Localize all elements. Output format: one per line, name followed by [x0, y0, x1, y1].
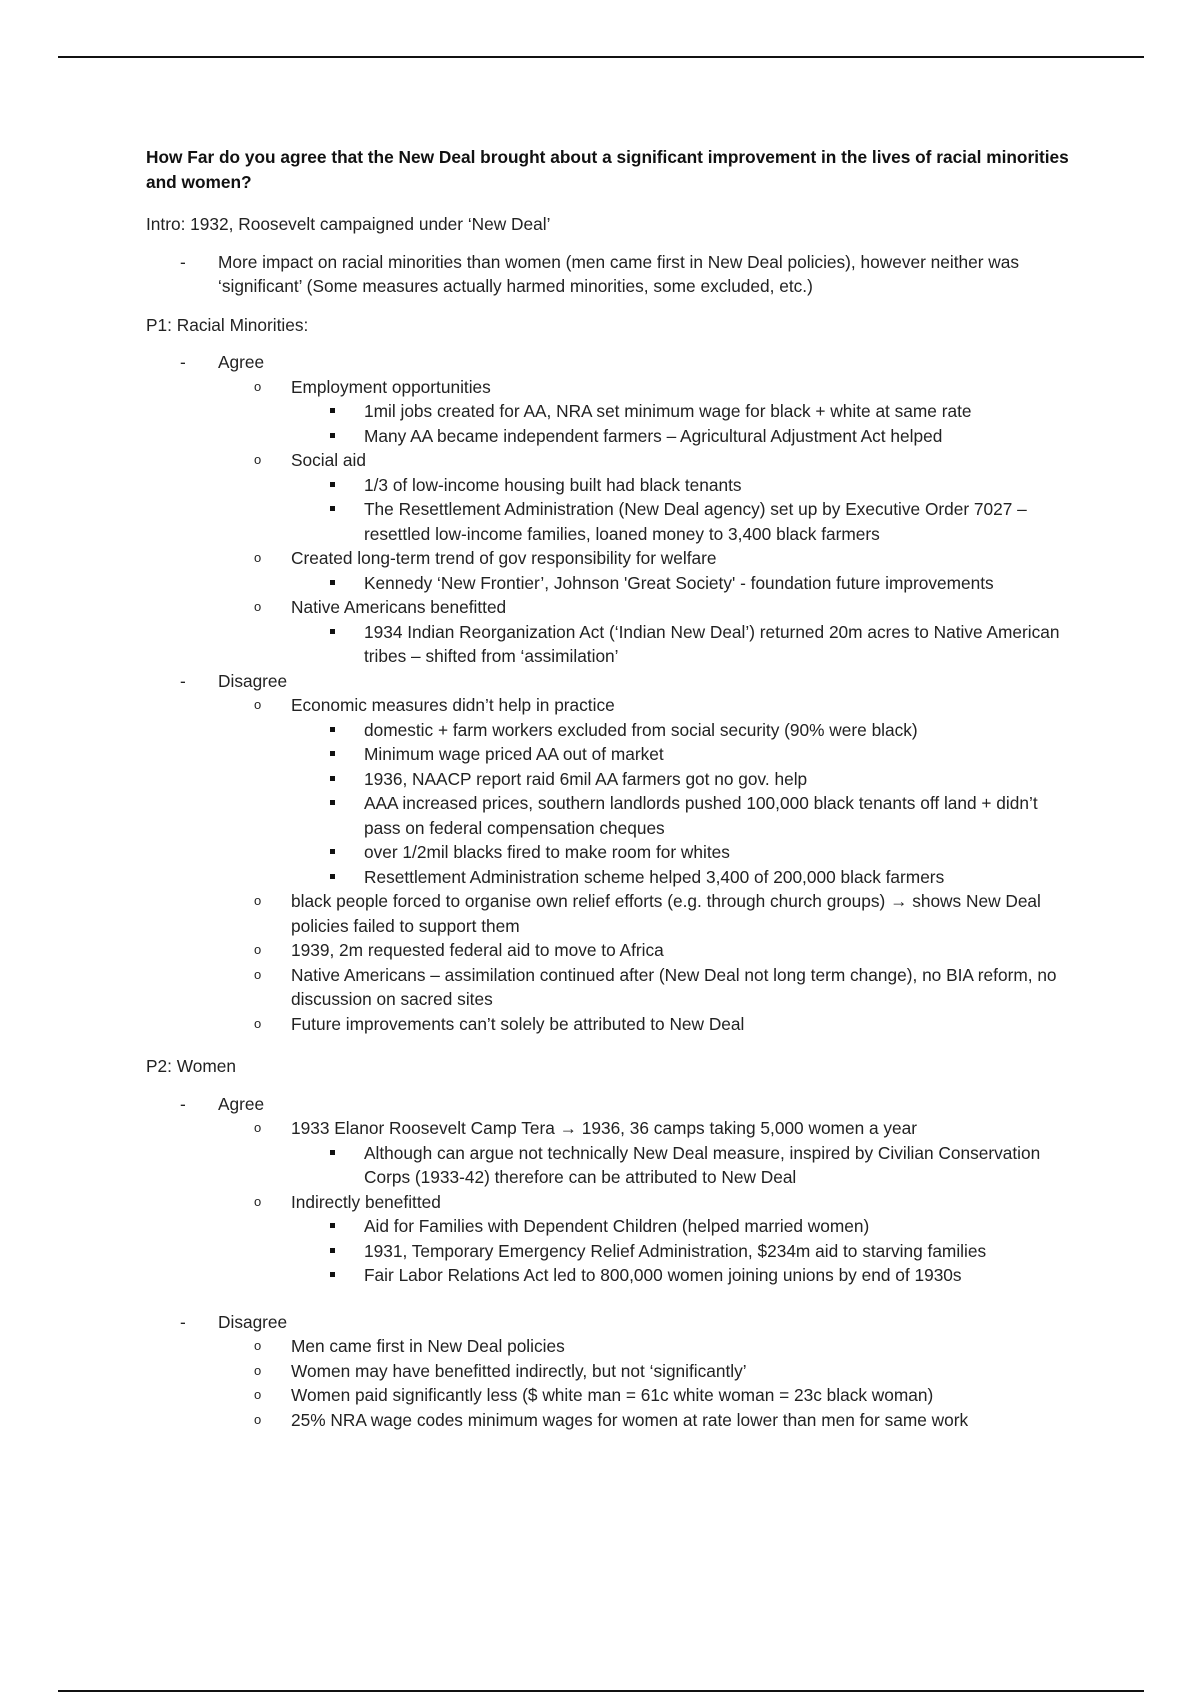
list-item: o 1939, 2m requested federal aid to move to Africa — [218, 938, 1076, 963]
spacer — [218, 1288, 1076, 1310]
essay-question: How Far do you agree that the New Deal brought about a significant improvement in the lives of racial minorities and women? — [146, 147, 1069, 192]
square-bullet-icon — [330, 580, 335, 585]
circle-bullet-icon: o — [254, 1193, 262, 1209]
p1-heading: P1: Racial Minorities: — [146, 314, 309, 335]
circle-bullet-icon: o — [254, 550, 262, 565]
list-item: o 1933 Elanor Roosevelt Camp Tera → 1936, 36 camps taking 5,000 women a year Although can argue not technically New Deal measure, inspired by Civilian Conservation Corps (1933-42) therefore can be attributed to New Deal — [218, 1116, 1076, 1190]
square-bullet-icon — [330, 1248, 335, 1253]
square-bullet-icon — [330, 874, 335, 879]
circle-bullet-icon: o — [254, 893, 262, 908]
square-bullet-icon — [330, 800, 335, 805]
list-item: The Resettlement Administration (New Deal agency) set up by Executive Order 7027 – resettled low-income families, loaned money to 3,400 black farmers — [291, 497, 1076, 546]
list-item: over 1/2mil blacks fired to make room for whites — [291, 840, 1076, 865]
list-item: domestic + farm workers excluded from social security (90% were black) — [291, 718, 1076, 743]
p1-disagree: - Disagree o Economic measures didn’t help in practice domestic + farm workers excluded from social security (90% were black) Minimum wage priced AA out of market 1936, NAACP report raid 6mil AA farmers got no gov. help AAA increased prices, southern landlords pushed 100,000 black tenants off land + didn’t pass on federal compensation cheques over 1/2mil blacks fired to make room for whites Resettlement Administration scheme helped 3,400 of 200,000 black farmers o black people forced to organise own relief efforts (e.g. through church groups) → shows New Deal policies failed to support them o 1939, 2m requested federal aid to move to Africa o Native Americans – assimilation continued after (New Deal not long term change), no BIA reform, no discussion on sacred sites o Future improvements can’t solely be attributed to New Deal — [146, 669, 1076, 1037]
list-item: 1934 Indian Reorganization Act (‘Indian New Deal’) returned 20m acres to Native American tribes – shifted from ‘assimilation’ — [291, 620, 1076, 669]
square-bullet-icon — [330, 1150, 335, 1155]
square-bullet-icon — [330, 776, 335, 781]
p1-disagree-points — [218, 693, 1076, 1036]
list-item: 1936, NAACP report raid 6mil AA farmers got no gov. help — [291, 767, 1076, 792]
p2-agree: - Agree o 1933 Elanor Roosevelt Camp Tera → 1936, 36 camps taking 5,000 women a year Although can argue not technically New Deal measure, inspired by Civilian Conservation Corps (1933-42) therefore can be attributed to New Deal o Indirectly benefitted Aid for Families with Dependent Children (helped married women) 1931, Temporary Emergency Relief Administration, $234m aid to starving families Fair Labor Relations Act led to 800,000 women joining unions by end of 1930s — [146, 1092, 1076, 1310]
circle-bullet-icon: o — [254, 1387, 262, 1402]
sub-list — [291, 718, 1076, 890]
square-bullet-icon — [330, 1223, 335, 1228]
square-bullet-icon — [330, 506, 335, 511]
list-item: Kennedy ‘New Frontier’, Johnson 'Great Society' - foundation future improvements — [291, 571, 1076, 596]
header-rule — [58, 56, 1144, 58]
dash-bullet-icon: - — [180, 352, 186, 372]
circle-bullet-icon: o — [254, 1338, 262, 1353]
circle-bullet-icon: o — [254, 1015, 262, 1031]
circle-bullet-icon: o — [254, 966, 262, 982]
p2-disagree: - Disagree o Men came first in New Deal policies o Women may have benefitted indirectly, but not ‘significantly’ o Women paid significantly less ($ white man = 61c white woman = 23c black woman) o 25% NRA wage codes minimum wages for women at rate lower than men for same work — [146, 1310, 1076, 1433]
list-item: Fair Labor Relations Act led to 800,000 women joining unions by end of 1930s — [291, 1263, 1076, 1288]
circle-bullet-icon: o — [254, 599, 262, 614]
circle-bullet-icon: o — [254, 452, 262, 467]
p2-heading: P2: Women — [146, 1056, 236, 1076]
dash-bullet-icon: - — [180, 1093, 186, 1114]
sub-list — [291, 620, 1076, 669]
circle-bullet-icon: o — [254, 1120, 262, 1135]
list-item: o Indirectly benefitted Aid for Families with Dependent Children (helped married women) 1931, Temporary Emergency Relief Administration, $234m aid to starving families Fair Labor Relations Act led to 800,000 women joining unions by end of 1930s — [218, 1190, 1076, 1288]
square-bullet-icon — [330, 727, 335, 732]
list-item: o Women may have benefitted indirectly, but not ‘significantly’ — [218, 1359, 1076, 1384]
list-item: o Created long-term trend of gov responsibility for welfare Kennedy ‘New Frontier’, Johnson 'Great Society' - foundation future improvements — [218, 546, 1076, 595]
list-item: o 25% NRA wage codes minimum wages for women at rate lower than men for same work — [218, 1408, 1076, 1433]
list-item: Although can argue not technically New Deal measure, inspired by Civilian Conservation Corps (1933-42) therefore can be attributed to New Deal — [291, 1141, 1076, 1190]
list-item: 1mil jobs created for AA, NRA set minimum wage for black + white at same rate — [291, 399, 1076, 424]
square-bullet-icon — [330, 629, 335, 634]
list-item: - More impact on racial minorities than women (men came first in New Deal policies), however neither was ‘significant’ (Some measures actually harmed minorities, some excluded, etc.) — [180, 251, 1020, 296]
sub-list — [291, 1214, 1076, 1288]
square-bullet-icon — [330, 751, 335, 756]
circle-bullet-icon: o — [254, 942, 262, 957]
list-item: o Employment opportunities 1mil jobs created for AA, NRA set minimum wage for black + white at same rate Many AA became independent farmers – Agricultural Adjustment Act helped — [218, 375, 1076, 449]
dash-bullet-icon: - — [180, 670, 186, 691]
square-bullet-icon — [330, 482, 335, 487]
circle-bullet-icon: o — [254, 697, 262, 712]
list-item: Minimum wage priced AA out of market — [291, 742, 1076, 767]
list-item: Many AA became independent farmers – Agricultural Adjustment Act helped — [291, 424, 1076, 449]
square-bullet-icon — [330, 849, 335, 854]
square-bullet-icon — [330, 408, 335, 413]
list-item: o Men came first in New Deal policies — [218, 1334, 1076, 1359]
list-item: o Social aid 1/3 of low-income housing built had black tenants The Resettlement Administration (New Deal agency) set up by Executive Order 7027 – resettled low-income families, loaned money to 3,400 black farmers — [218, 448, 1076, 546]
p1-agree: - Agree o Employment opportunities 1mil jobs created for AA, NRA set minimum wage for black + white at same rate Many AA became independent farmers – Agricultural Adjustment Act helped o Social aid 1/3 of low-income housing built had black tenants The Resettlement Administration (New Deal agency) set up by Executive Order 7027 – resettled low-income families, loaned money to 3,400 black farmers o Created long-term trend of gov responsibility for welfare Kennedy ‘New Frontier’, Johnson 'Great Society' - foundation future improvements o Native Americans benefitted 1934 Indian Reorganization Act (‘Indian New Deal’) returned 20m acres to Native American tribes – shifted from ‘assimilation’ — [146, 350, 1076, 669]
list-item: 1/3 of low-income housing built had black tenants — [291, 473, 1076, 498]
footer-rule — [58, 1690, 1144, 1692]
p2-list — [146, 1092, 1076, 1433]
circle-bullet-icon: o — [254, 1362, 262, 1378]
intro-heading: Intro: 1932, Roosevelt campaigned under ‘New Deal’ — [146, 214, 551, 234]
list-item: Aid for Families with Dependent Children (helped married women) — [291, 1214, 1076, 1239]
circle-bullet-icon: o — [254, 378, 262, 394]
intro-list — [146, 250, 1076, 299]
sub-list — [291, 399, 1076, 448]
list-item: AAA increased prices, southern landlords pushed 100,000 black tenants off land + didn’t pass on federal compensation cheques — [291, 791, 1076, 840]
dash-bullet-icon: - — [180, 251, 186, 272]
list-item: Resettlement Administration scheme helped 3,400 of 200,000 black farmers — [291, 865, 1076, 890]
sub-list — [291, 1141, 1076, 1190]
list-item: o Native Americans – assimilation continued after (New Deal not long term change), no BIA reform, no discussion on sacred sites — [254, 964, 1057, 1009]
list-item: 1931, Temporary Emergency Relief Administration, $234m aid to starving families — [291, 1239, 1076, 1264]
document-body — [146, 145, 1076, 1432]
circle-bullet-icon: o — [254, 1411, 262, 1427]
p1-agree-points — [218, 375, 1076, 669]
square-bullet-icon — [330, 433, 335, 438]
square-bullet-icon — [330, 1272, 335, 1277]
list-item: o Women paid significantly less ($ white man = 61c white woman = 23c black woman) — [218, 1383, 1076, 1408]
list-item: o black people forced to organise own relief efforts (e.g. through church groups) → shows New Deal policies failed to support them — [254, 891, 1041, 936]
dash-bullet-icon: - — [180, 1311, 186, 1332]
p2-disagree-points — [218, 1334, 1076, 1432]
sub-list — [291, 571, 1076, 596]
list-item: o Native Americans benefitted 1934 Indian Reorganization Act (‘Indian New Deal’) returned 20m acres to Native American tribes – shifted from ‘assimilation’ — [218, 595, 1076, 669]
list-item: o Future improvements can’t solely be attributed to New Deal — [218, 1012, 1076, 1037]
p1-list — [146, 350, 1076, 1036]
sub-list — [291, 473, 1076, 547]
p2-agree-points — [218, 1116, 1076, 1288]
list-item: o Economic measures didn’t help in practice domestic + farm workers excluded from social security (90% were black) Minimum wage priced AA out of market 1936, NAACP report raid 6mil AA farmers got no gov. help AAA increased prices, southern landlords pushed 100,000 black tenants off land + didn’t pass on federal compensation cheques over 1/2mil blacks fired to make room for whites Resettlement Administration scheme helped 3,400 of 200,000 black farmers — [218, 693, 1076, 889]
